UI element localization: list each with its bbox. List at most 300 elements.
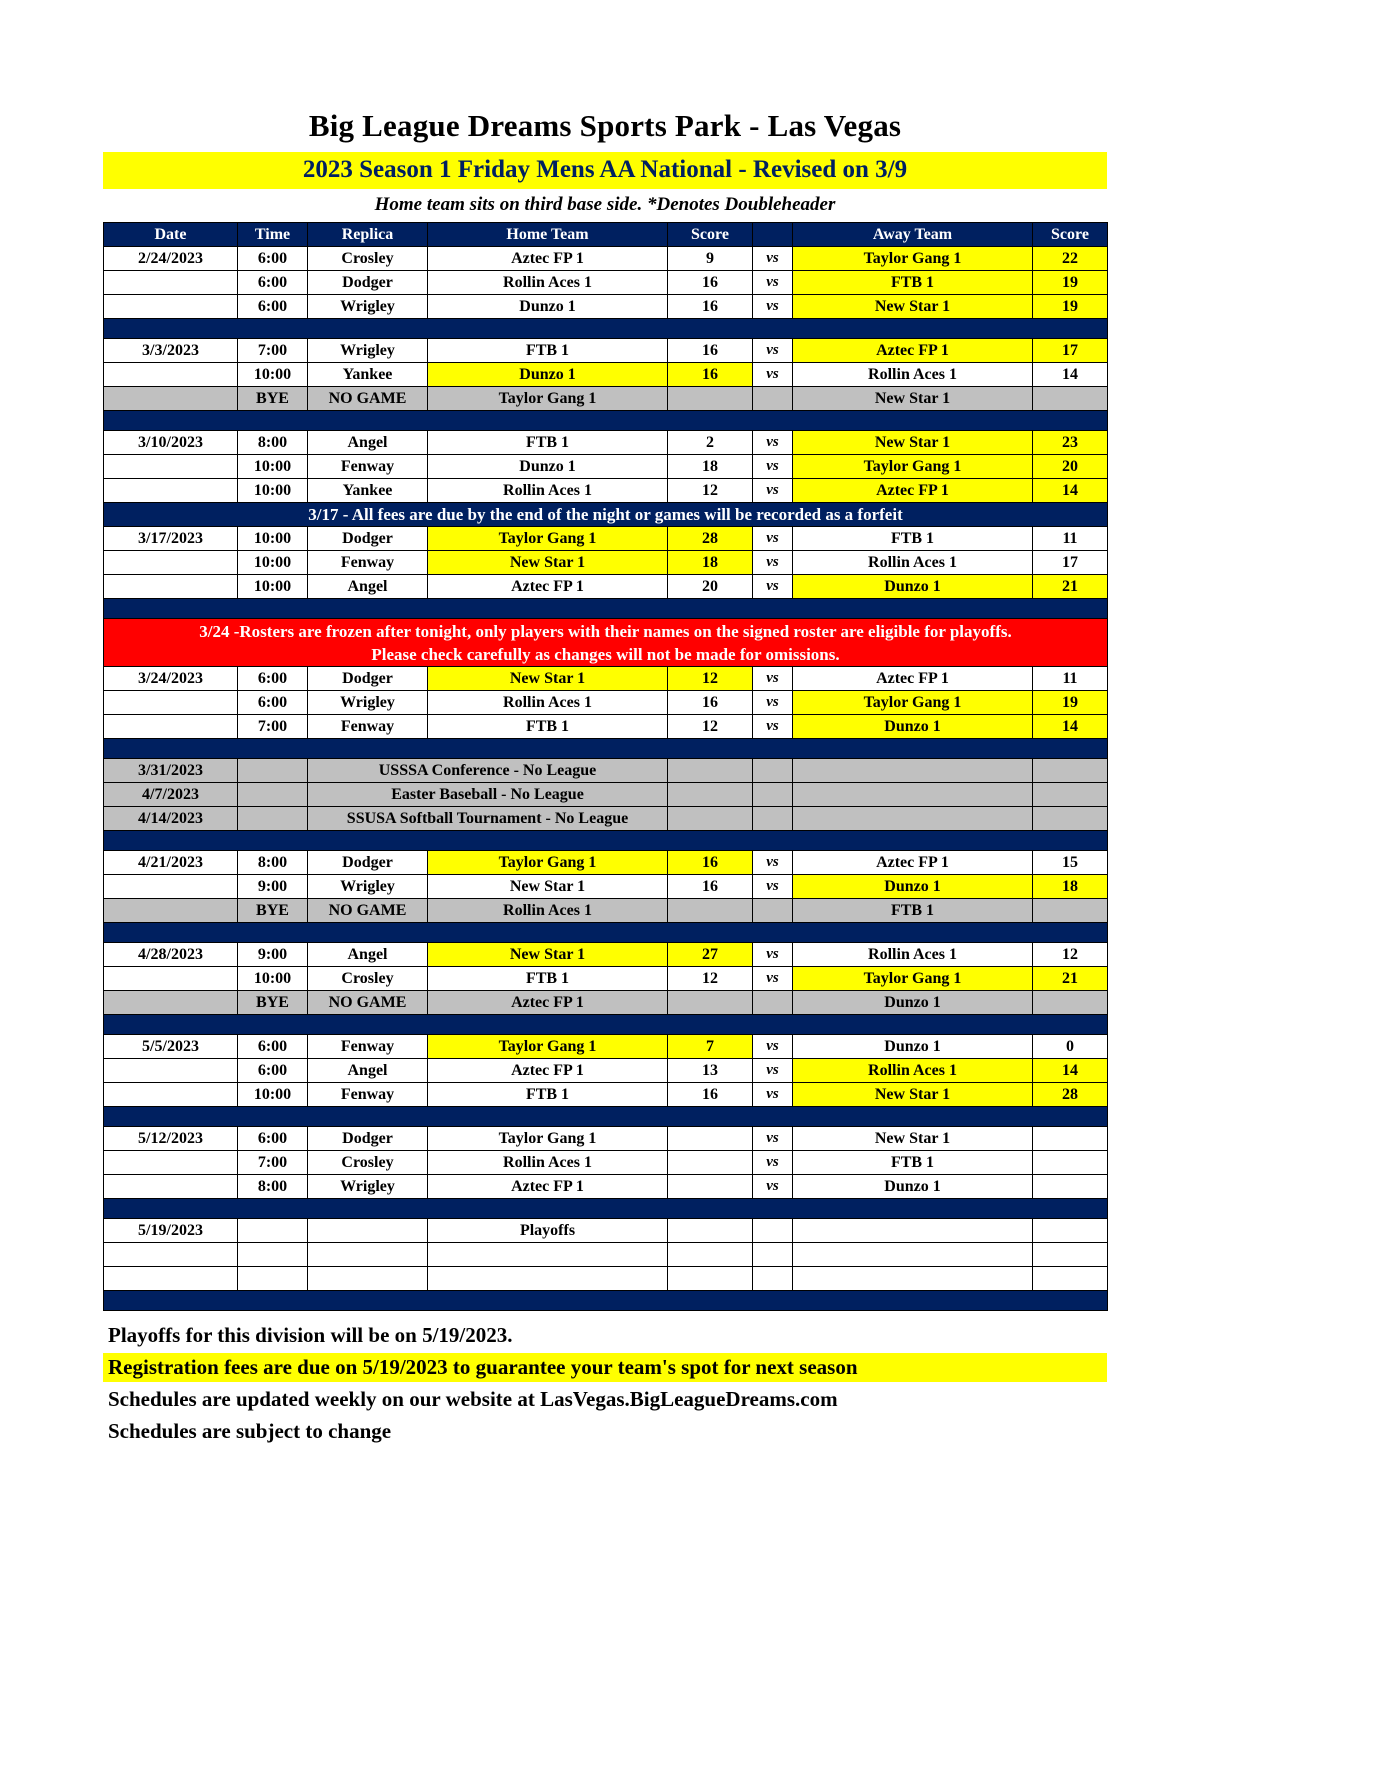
time-cell: 7:00 (238, 1151, 308, 1175)
away-team-cell: FTB 1 (793, 899, 1033, 923)
date-cell (104, 455, 238, 479)
away-team-cell: Dunzo 1 (793, 1035, 1033, 1059)
separator-bar (104, 411, 1108, 431)
game-row (104, 1083, 1108, 1107)
home-score-cell (668, 1151, 753, 1175)
time-cell: 10:00 (238, 479, 308, 503)
game-row (104, 1151, 1108, 1175)
home-score-cell: 16 (668, 851, 753, 875)
away-team-cell: New Star 1 (793, 1083, 1033, 1107)
home-score-cell: 16 (668, 1083, 753, 1107)
home-score-cell: 27 (668, 943, 753, 967)
away-team-cell: New Star 1 (793, 1127, 1033, 1151)
date-cell: 5/19/2023 (104, 1219, 238, 1243)
date-cell: 4/14/2023 (104, 807, 238, 831)
home-team-cell: Taylor Gang 1 (428, 387, 668, 411)
time-cell: 10:00 (238, 551, 308, 575)
game-row (104, 691, 1108, 715)
home-team-cell: Rollin Aces 1 (428, 479, 668, 503)
time-cell: BYE (238, 899, 308, 923)
away-team-cell: Aztec FP 1 (793, 339, 1033, 363)
home-score-cell (668, 783, 753, 807)
away-score-cell: 20 (1033, 455, 1108, 479)
game-row (104, 851, 1108, 875)
separator-row (104, 411, 1108, 431)
vs-cell (753, 387, 793, 411)
home-team-note: Home team sits on third base side. *Denotes Doubleheader (374, 194, 836, 215)
home-team-cell: Rollin Aces 1 (428, 691, 668, 715)
home-team-cell: New Star 1 (428, 667, 668, 691)
footer-note: Schedules are updated weekly on our website at LasVegas.BigLeagueDreams.com (108, 1387, 838, 1411)
separator-bar (104, 1107, 1108, 1127)
away-score-cell: 11 (1033, 667, 1108, 691)
home-team-cell: FTB 1 (428, 339, 668, 363)
note-text: 3/17 - All fees are due by the end of the night or games will be recorded as a forfeit (104, 503, 1108, 527)
home-team-cell: Dunzo 1 (428, 363, 668, 387)
home-score-cell (668, 1243, 753, 1267)
home-score-cell: 16 (668, 295, 753, 319)
vs-label: vs (753, 527, 793, 551)
time-cell: 10:00 (238, 1083, 308, 1107)
header-row (104, 223, 1108, 247)
time-cell (238, 1243, 308, 1267)
time-cell: 8:00 (238, 431, 308, 455)
schedule-table (103, 222, 1108, 1311)
home-score-cell: 16 (668, 339, 753, 363)
home-team-cell: Taylor Gang 1 (428, 527, 668, 551)
season-subtitle-banner: 2023 Season 1 Friday Mens AA National - Revised on 3/9 (103, 152, 1107, 189)
home-score-cell (668, 1175, 753, 1199)
time-cell: 7:00 (238, 339, 308, 363)
game-row (104, 479, 1108, 503)
vs-label: vs (753, 1127, 793, 1151)
footer-note: Schedules are subject to change (108, 1419, 392, 1443)
away-team-cell: Rollin Aces 1 (793, 551, 1033, 575)
time-cell: 10:00 (238, 575, 308, 599)
home-score-cell: 13 (668, 1059, 753, 1083)
away-team-cell: Rollin Aces 1 (793, 363, 1033, 387)
away-score-cell (1033, 783, 1108, 807)
date-cell (104, 691, 238, 715)
home-score-cell (668, 759, 753, 783)
away-team-cell: Dunzo 1 (793, 1175, 1033, 1199)
vs-label: vs (753, 1059, 793, 1083)
away-score-cell: 28 (1033, 1083, 1108, 1107)
home-score-cell: 2 (668, 431, 753, 455)
away-team-cell: FTB 1 (793, 527, 1033, 551)
blank-row (104, 1267, 1108, 1291)
date-cell: 5/5/2023 (104, 1035, 238, 1059)
home-score-cell: 16 (668, 691, 753, 715)
away-team-cell: Dunzo 1 (793, 991, 1033, 1015)
away-score-cell: 19 (1033, 691, 1108, 715)
home-score-cell (668, 991, 753, 1015)
game-row (104, 967, 1108, 991)
home-team-cell: Taylor Gang 1 (428, 851, 668, 875)
header-home-team: Home Team (428, 223, 668, 247)
time-cell: BYE (238, 387, 308, 411)
away-score-cell: 12 (1033, 943, 1108, 967)
home-score-cell: 7 (668, 1035, 753, 1059)
away-team-cell: Taylor Gang 1 (793, 455, 1033, 479)
separator-bar (104, 831, 1108, 851)
time-cell: 6:00 (238, 691, 308, 715)
away-score-cell (1033, 1219, 1108, 1243)
date-cell (104, 1175, 238, 1199)
replica-cell: Angel (308, 1059, 428, 1083)
away-score-cell: 22 (1033, 247, 1108, 271)
home-team-cell: FTB 1 (428, 715, 668, 739)
away-team-cell (793, 1219, 1033, 1243)
replica-cell: Wrigley (308, 691, 428, 715)
date-cell: 2/24/2023 (104, 247, 238, 271)
home-team-cell: New Star 1 (428, 551, 668, 575)
date-cell (104, 991, 238, 1015)
date-cell (104, 551, 238, 575)
home-score-cell (668, 1127, 753, 1151)
away-score-cell: 21 (1033, 575, 1108, 599)
vs-label: vs (753, 851, 793, 875)
date-cell (104, 295, 238, 319)
away-team-cell: New Star 1 (793, 431, 1033, 455)
vs-cell (753, 1219, 793, 1243)
away-score-cell (1033, 899, 1108, 923)
header-date: Date (104, 223, 238, 247)
home-score-cell: 12 (668, 667, 753, 691)
home-team-cell: New Star 1 (428, 943, 668, 967)
replica-cell: Angel (308, 575, 428, 599)
time-cell: 7:00 (238, 715, 308, 739)
home-score-cell: 12 (668, 479, 753, 503)
date-cell (104, 1059, 238, 1083)
replica-cell: Wrigley (308, 875, 428, 899)
replica-cell: Dodger (308, 1127, 428, 1151)
replica-cell: Wrigley (308, 295, 428, 319)
separator-row (104, 1107, 1108, 1127)
away-score-cell: 23 (1033, 431, 1108, 455)
away-team-cell: Rollin Aces 1 (793, 1059, 1033, 1083)
special-row (104, 1219, 1108, 1243)
vs-label: vs (753, 875, 793, 899)
replica-cell: Fenway (308, 551, 428, 575)
event-cell: SSUSA Softball Tournament - No League (308, 807, 668, 831)
bye-row (104, 899, 1108, 923)
away-score-cell: 0 (1033, 1035, 1108, 1059)
game-row (104, 575, 1108, 599)
vs-label: vs (753, 691, 793, 715)
game-row (104, 295, 1108, 319)
vs-cell (753, 899, 793, 923)
vs-label: vs (753, 943, 793, 967)
away-score-cell: 14 (1033, 1059, 1108, 1083)
header-score: Score (1033, 223, 1108, 247)
home-team-cell: Taylor Gang 1 (428, 1127, 668, 1151)
replica-cell: Wrigley (308, 1175, 428, 1199)
away-score-cell: 17 (1033, 551, 1108, 575)
noleague-row (104, 807, 1108, 831)
away-score-cell: 15 (1033, 851, 1108, 875)
noleague-row (104, 783, 1108, 807)
vs-label: vs (753, 1175, 793, 1199)
away-score-cell: 14 (1033, 479, 1108, 503)
footer-registration-banner: Registration fees are due on 5/19/2023 to guarantee your team's spot for next season (103, 1353, 1107, 1382)
home-team-cell: Dunzo 1 (428, 455, 668, 479)
away-score-cell (1033, 1243, 1108, 1267)
home-team-cell (428, 1267, 668, 1291)
replica-cell: NO GAME (308, 899, 428, 923)
date-cell: 4/21/2023 (104, 851, 238, 875)
away-score-cell: 19 (1033, 271, 1108, 295)
replica-cell: Wrigley (308, 339, 428, 363)
vs-label: vs (753, 551, 793, 575)
away-team-cell: Aztec FP 1 (793, 479, 1033, 503)
away-score-cell: 17 (1033, 339, 1108, 363)
vs-label: vs (753, 1151, 793, 1175)
date-cell: 3/10/2023 (104, 431, 238, 455)
date-cell (104, 715, 238, 739)
vs-cell (753, 1243, 793, 1267)
replica-cell: Dodger (308, 527, 428, 551)
date-cell: 3/31/2023 (104, 759, 238, 783)
home-team-cell: Aztec FP 1 (428, 1175, 668, 1199)
game-row (104, 875, 1108, 899)
home-score-cell: 20 (668, 575, 753, 599)
vs-label: vs (753, 479, 793, 503)
date-cell (104, 1083, 238, 1107)
time-cell (238, 783, 308, 807)
note-row (104, 503, 1108, 527)
date-cell (104, 899, 238, 923)
time-cell: 6:00 (238, 271, 308, 295)
home-team-cell: Aztec FP 1 (428, 1059, 668, 1083)
away-score-cell (1033, 1151, 1108, 1175)
away-team-cell: FTB 1 (793, 271, 1033, 295)
time-cell: 6:00 (238, 1059, 308, 1083)
vs-label: vs (753, 967, 793, 991)
home-team-cell: Aztec FP 1 (428, 575, 668, 599)
time-cell: 10:00 (238, 967, 308, 991)
note-text: 3/24 -Rosters are frozen after tonight, only players with their names on the signed roster are eligible for playoffs. Please check carefully as changes will not be made for omissions. (104, 619, 1108, 667)
game-row (104, 1127, 1108, 1151)
event-cell: USSSA Conference - No League (308, 759, 668, 783)
table-header (104, 223, 1108, 247)
home-score-cell: 12 (668, 715, 753, 739)
away-score-cell: 18 (1033, 875, 1108, 899)
replica-cell: Fenway (308, 455, 428, 479)
vs-label: vs (753, 575, 793, 599)
game-row (104, 1035, 1108, 1059)
vs-label: vs (753, 247, 793, 271)
time-cell: 6:00 (238, 247, 308, 271)
game-row (104, 363, 1108, 387)
date-cell (104, 875, 238, 899)
away-score-cell: 11 (1033, 527, 1108, 551)
separator-row (104, 1199, 1108, 1219)
away-team-cell: Taylor Gang 1 (793, 247, 1033, 271)
away-team-cell: FTB 1 (793, 1151, 1033, 1175)
date-cell: 3/24/2023 (104, 667, 238, 691)
time-cell: 6:00 (238, 1127, 308, 1151)
away-score-cell (1033, 1127, 1108, 1151)
away-team-cell: New Star 1 (793, 295, 1033, 319)
time-cell: 9:00 (238, 943, 308, 967)
separator-bar (104, 1291, 1108, 1311)
away-score-cell (1033, 387, 1108, 411)
replica-cell: Fenway (308, 1083, 428, 1107)
noleague-row (104, 759, 1108, 783)
home-score-cell: 28 (668, 527, 753, 551)
date-cell: 3/3/2023 (104, 339, 238, 363)
replica-cell (308, 1219, 428, 1243)
replica-cell (308, 1267, 428, 1291)
separator-bar (104, 1015, 1108, 1035)
home-team-cell: Aztec FP 1 (428, 247, 668, 271)
date-cell (104, 271, 238, 295)
header-away-team: Away Team (793, 223, 1033, 247)
away-score-cell (1033, 1267, 1108, 1291)
vs-label: vs (753, 715, 793, 739)
separator-bar (104, 923, 1108, 943)
separator-row (104, 831, 1108, 851)
replica-cell: Dodger (308, 851, 428, 875)
away-team-cell (793, 783, 1033, 807)
game-row (104, 667, 1108, 691)
event-cell: Easter Baseball - No League (308, 783, 668, 807)
replica-cell: Angel (308, 943, 428, 967)
game-row (104, 1175, 1108, 1199)
game-row (104, 247, 1108, 271)
away-score-cell: 21 (1033, 967, 1108, 991)
time-cell: 10:00 (238, 363, 308, 387)
date-cell (104, 575, 238, 599)
game-row (104, 1059, 1108, 1083)
separator-row (104, 923, 1108, 943)
separator-row (104, 1291, 1108, 1311)
away-score-cell: 19 (1033, 295, 1108, 319)
vs-label: vs (753, 1083, 793, 1107)
blank-row (104, 1243, 1108, 1267)
bye-row (104, 387, 1108, 411)
vs-label: vs (753, 363, 793, 387)
note-row (104, 619, 1108, 667)
vs-label: vs (753, 339, 793, 363)
game-row (104, 943, 1108, 967)
home-team-cell: Taylor Gang 1 (428, 1035, 668, 1059)
bye-row (104, 991, 1108, 1015)
home-score-cell (668, 387, 753, 411)
home-team-cell: Dunzo 1 (428, 295, 668, 319)
separator-bar (104, 1199, 1108, 1219)
game-row (104, 271, 1108, 295)
home-team-cell: Rollin Aces 1 (428, 1151, 668, 1175)
time-cell: 10:00 (238, 527, 308, 551)
home-score-cell: 18 (668, 551, 753, 575)
away-team-cell: Taylor Gang 1 (793, 691, 1033, 715)
away-team-cell (793, 1243, 1033, 1267)
vs-cell (753, 991, 793, 1015)
replica-cell: NO GAME (308, 991, 428, 1015)
separator-bar (104, 739, 1108, 759)
away-team-cell: Dunzo 1 (793, 575, 1033, 599)
game-row (104, 527, 1108, 551)
home-team-cell: Playoffs (428, 1219, 668, 1243)
vs-label: vs (753, 1035, 793, 1059)
replica-cell: Fenway (308, 715, 428, 739)
home-score-cell: 12 (668, 967, 753, 991)
footer-notes (103, 1321, 1107, 1446)
vs-label: vs (753, 667, 793, 691)
separator-row (104, 739, 1108, 759)
header-time: Time (238, 223, 308, 247)
replica-cell: Fenway (308, 1035, 428, 1059)
time-cell (238, 807, 308, 831)
date-cell: 4/28/2023 (104, 943, 238, 967)
home-team-cell: Rollin Aces 1 (428, 271, 668, 295)
home-score-cell: 9 (668, 247, 753, 271)
replica-cell: Angel (308, 431, 428, 455)
replica-cell (308, 1243, 428, 1267)
header-score: Score (668, 223, 753, 247)
time-cell: 6:00 (238, 1035, 308, 1059)
vs-label: vs (753, 431, 793, 455)
game-row (104, 551, 1108, 575)
game-row (104, 431, 1108, 455)
time-cell: BYE (238, 991, 308, 1015)
home-team-cell: New Star 1 (428, 875, 668, 899)
date-cell: 5/12/2023 (104, 1127, 238, 1151)
separator-row (104, 599, 1108, 619)
away-team-cell: Aztec FP 1 (793, 851, 1033, 875)
time-cell (238, 1267, 308, 1291)
time-cell: 9:00 (238, 875, 308, 899)
date-cell (104, 1267, 238, 1291)
game-row (104, 339, 1108, 363)
home-team-cell: Rollin Aces 1 (428, 899, 668, 923)
separator-bar (104, 599, 1108, 619)
time-cell (238, 759, 308, 783)
vs-cell (753, 759, 793, 783)
date-cell (104, 967, 238, 991)
home-team-cell: FTB 1 (428, 431, 668, 455)
header-replica: Replica (308, 223, 428, 247)
away-score-cell (1033, 991, 1108, 1015)
vs-label: vs (753, 295, 793, 319)
replica-cell: Yankee (308, 363, 428, 387)
home-score-cell: 16 (668, 363, 753, 387)
date-cell (104, 1243, 238, 1267)
away-team-cell: Rollin Aces 1 (793, 943, 1033, 967)
time-cell: 8:00 (238, 851, 308, 875)
separator-bar (104, 319, 1108, 339)
replica-cell: Dodger (308, 271, 428, 295)
separator-row (104, 319, 1108, 339)
home-score-cell (668, 1267, 753, 1291)
away-score-cell (1033, 807, 1108, 831)
away-score-cell: 14 (1033, 715, 1108, 739)
home-team-cell: FTB 1 (428, 1083, 668, 1107)
away-team-cell: Dunzo 1 (793, 715, 1033, 739)
replica-cell: Crosley (308, 1151, 428, 1175)
replica-cell: NO GAME (308, 387, 428, 411)
date-cell (104, 479, 238, 503)
away-team-cell: Dunzo 1 (793, 875, 1033, 899)
time-cell (238, 1219, 308, 1243)
replica-cell: Crosley (308, 247, 428, 271)
away-team-cell (793, 759, 1033, 783)
header-vs-spacer (753, 223, 793, 247)
vs-cell (753, 1267, 793, 1291)
replica-cell: Yankee (308, 479, 428, 503)
